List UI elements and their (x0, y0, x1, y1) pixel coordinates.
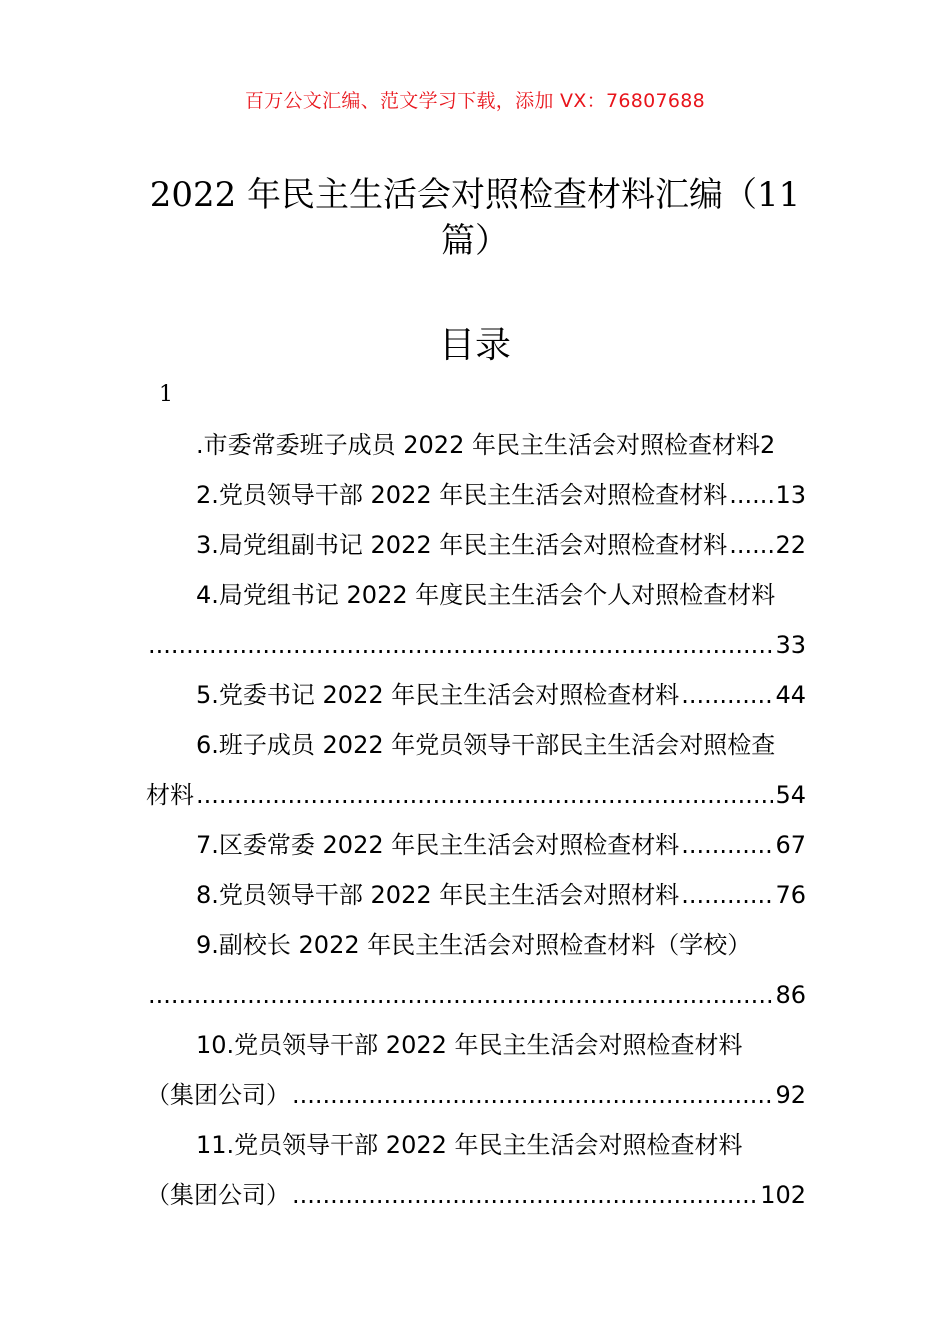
dot-leader (729, 470, 773, 520)
toc-entry-label-continued: （集团公司） (146, 1081, 290, 1109)
toc-entry-label: 8.党员领导干部 2022 年民主生活会对照材料 (196, 881, 680, 909)
toc-entry-11-continuation[interactable] (146, 1170, 806, 1220)
dot-leader (729, 520, 773, 570)
toc-entry-page: 13 (775, 481, 806, 509)
toc-entry-7[interactable] (146, 820, 806, 870)
toc-entry-page: 76 (775, 881, 806, 909)
toc-entry-page: 54 (775, 781, 806, 809)
toc-entry-label: 3.局党组副书记 2022 年民主生活会对照检查材料 (196, 531, 728, 559)
table-of-contents (146, 420, 806, 1220)
document-title: 2022 年民主生活会对照检查材料汇编（11 篇） (149, 175, 801, 261)
toc-entry-page: 2 (759, 431, 776, 459)
header-note: 百万公文汇编、范文学习下载，添加 VX：76807688 (244, 90, 706, 112)
toc-entry-page: 92 (775, 1081, 806, 1109)
toc-entry-8[interactable] (146, 870, 806, 920)
toc-entry-10[interactable] (146, 1020, 806, 1070)
toc-entry-label: 5.党委书记 2022 年民主生活会对照检查材料 (196, 681, 680, 709)
toc-entry-9[interactable] (146, 920, 806, 970)
toc-entry-label: .市委常委班子成员 2022 年民主生活会对照检查材料 (196, 431, 760, 459)
toc-entry-9-continuation[interactable] (146, 970, 806, 1020)
toc-entry-label-continued: 材料 (146, 781, 194, 809)
toc-entry-6[interactable] (146, 720, 806, 770)
toc-entry-4[interactable] (146, 570, 806, 620)
dot-leader (196, 770, 773, 820)
dot-leader (292, 1170, 758, 1220)
toc-entry-page: 44 (775, 681, 806, 709)
toc-entry-label: 11.党员领导干部 2022 年民主生活会对照检查材料 (196, 1131, 743, 1159)
toc-entry-3[interactable] (146, 520, 806, 570)
toc-entry-page: 102 (760, 1181, 806, 1209)
toc-entry-label: 2.党员领导干部 2022 年民主生活会对照检查材料 (196, 481, 728, 509)
toc-entry-5[interactable] (146, 670, 806, 720)
toc-entry-page: 33 (775, 631, 806, 659)
toc-entry-label-continued: （集团公司） (146, 1181, 290, 1209)
toc-heading: 目录 (438, 325, 511, 366)
dot-leader (681, 820, 773, 870)
dot-leader (148, 620, 773, 670)
dot-leader (148, 970, 773, 1020)
toc-entry-1[interactable] (146, 420, 806, 470)
dot-leader (292, 1070, 773, 1120)
toc-entry-11[interactable] (146, 1120, 806, 1170)
toc-entry-2[interactable] (146, 470, 806, 520)
toc-entry-label: 4.局党组书记 2022 年度民主生活会个人对照检查材料 (196, 581, 776, 609)
toc-entry-label: 10.党员领导干部 2022 年民主生活会对照检查材料 (196, 1031, 743, 1059)
toc-entry-10-continuation[interactable] (146, 1070, 806, 1120)
toc-entry-label: 6.班子成员 2022 年党员领导干部民主生活会对照检查 (196, 731, 776, 759)
toc-entry-label: 9.副校长 2022 年民主生活会对照检查材料（学校） (196, 931, 752, 959)
toc-entry-4-continuation[interactable] (146, 620, 806, 670)
dot-leader (681, 870, 773, 920)
stray-number: 1 (159, 382, 173, 407)
toc-entry-6-continuation[interactable] (146, 770, 806, 820)
toc-entry-page: 22 (775, 531, 806, 559)
toc-entry-label: 7.区委常委 2022 年民主生活会对照检查材料 (196, 831, 680, 859)
toc-entry-page: 67 (775, 831, 806, 859)
dot-leader (681, 670, 773, 720)
toc-entry-page: 86 (775, 981, 806, 1009)
